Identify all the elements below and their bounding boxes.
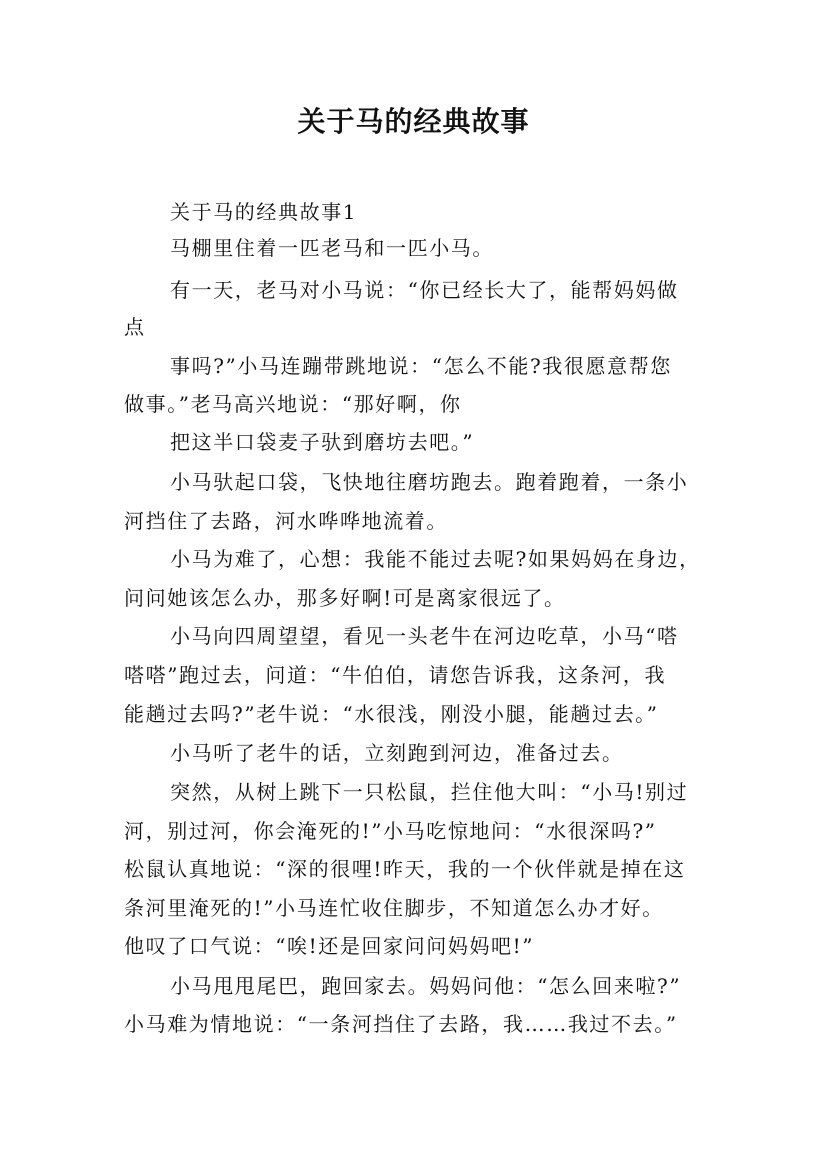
paragraph-line: 能趟过去吗?”老牛说：“水很浅，刚没小腿，能趟过去。” <box>124 702 659 726</box>
page-title: 关于马的经典故事 <box>297 105 530 138</box>
paragraph-line: 河，别过河，你会淹死的!”小马吃惊地问：“水很深吗?” <box>124 819 657 843</box>
paragraph-line: 有一天，老马对小马说：“你已经长大了，能帮妈妈做 <box>170 278 679 302</box>
paragraph-line: 河挡住了去路，河水哗哗地流着。 <box>124 509 448 533</box>
paragraph-line: 点 <box>124 315 146 339</box>
paragraph-line: 问问她该怎么办，那多好啊!可是离家很远了。 <box>124 586 566 610</box>
paragraph-line: 小马难为情地说：“一条河挡住了去路，我……我过不去。” <box>124 1012 678 1036</box>
paragraph-line: 他叹了口气说：“唉!还是回家问问妈妈吧!” <box>124 934 535 958</box>
paragraph-line: 把这半口袋麦子驮到磨坊去吧。” <box>170 430 475 454</box>
story-heading: 关于马的经典故事1 <box>170 200 358 224</box>
paragraph-line: 做事。”老马高兴地说：“那好啊，你 <box>124 392 462 416</box>
paragraph-line: 小马甩甩尾巴，跑回家去。妈妈问他：“怎么回来啦?” <box>170 974 682 998</box>
paragraph-line: 马棚里住着一匹老马和一匹小马。 <box>170 236 494 260</box>
paragraph-line: 小马驮起口袋，飞快地往磨坊跑去。跑着跑着，一条小 <box>170 470 689 494</box>
paragraph-line: 小马向四周望望，看见一头老牛在河边吃草，小马“嗒 <box>170 624 679 648</box>
paragraph-line: 松鼠认真地说：“深的很哩!昨天，我的一个伙伴就是掉在这 <box>124 857 686 881</box>
paragraph-line: 事吗?”小马连蹦带跳地说：“怎么不能?我很愿意帮您 <box>170 354 672 378</box>
paragraph-line: 小马听了老牛的话，立刻跑到河边，准备过去。 <box>170 741 624 765</box>
paragraph-line: 小马为难了，心想：我能不能过去呢?如果妈妈在身边， <box>170 547 701 571</box>
paragraph-line: 突然，从树上跳下一只松鼠，拦住他大叫：“小马!别过 <box>170 780 689 804</box>
paragraph-line: 条河里淹死的!”小马连忙收住脚步，不知道怎么办才好。 <box>124 896 664 920</box>
paragraph-line: 嗒嗒”跑过去，问道：“牛伯伯，请您告诉我，这条河，我 <box>124 663 667 687</box>
